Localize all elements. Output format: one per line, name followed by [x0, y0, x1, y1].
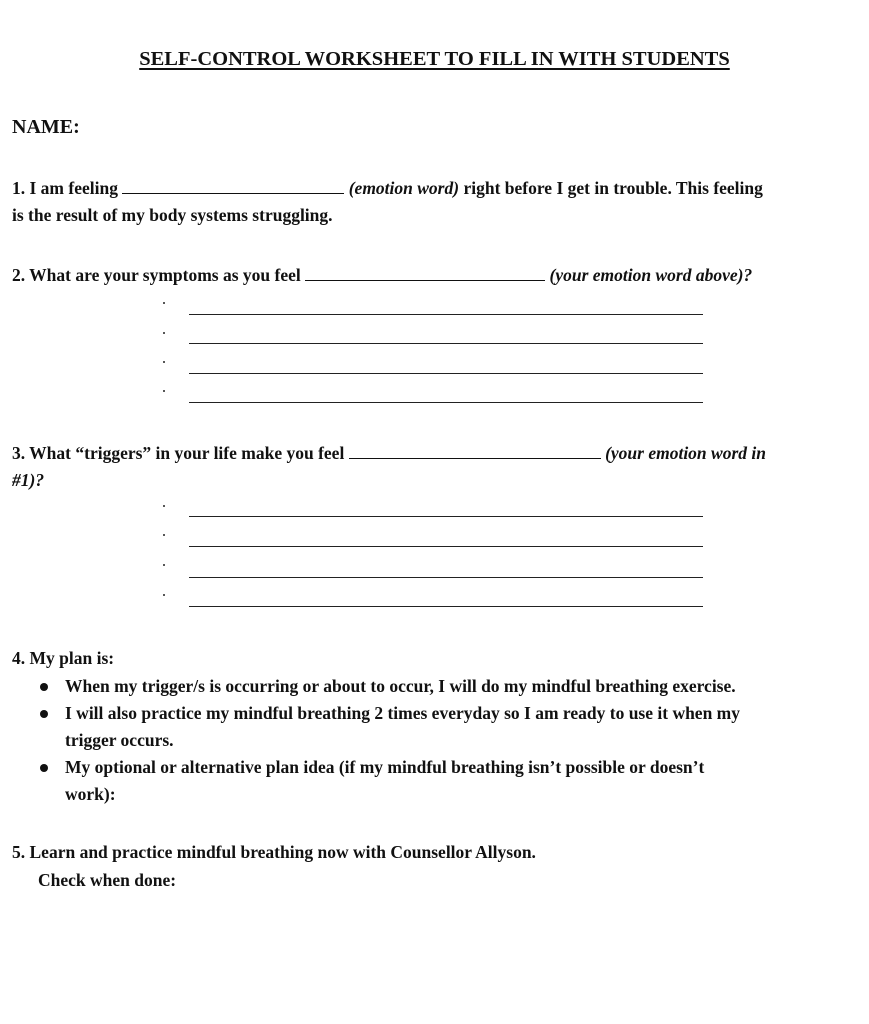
bullet-point-icon [40, 764, 48, 772]
trigger-emotion-blank[interactable] [349, 457, 601, 459]
worksheet-title: SELF-CONTROL WORKSHEET TO FILL IN WITH STUDENTS [139, 48, 730, 70]
symptom-answer-line[interactable] [189, 402, 703, 403]
question-1-prefix: 1. I am feeling [12, 178, 118, 198]
trigger-bullet-dot [163, 564, 165, 566]
trigger-answer-line[interactable] [189, 606, 703, 607]
plan-bullet-3-continued: work): [65, 784, 116, 804]
question-1-hint: (emotion word) [348, 178, 460, 198]
question-2-hint: (your emotion word above)? [549, 265, 753, 285]
symptom-answer-line[interactable] [189, 373, 703, 374]
trigger-bullet-dot [163, 534, 165, 536]
question-3-line-1 [12, 442, 766, 464]
symptom-bullet-dot [163, 332, 165, 334]
trigger-answer-line[interactable] [189, 577, 703, 578]
question-1-line-1 [12, 177, 763, 199]
plan-bullet-2: I will also practice my mindful breathing 2 times everyday so I am ready to use it when my [65, 703, 741, 723]
question-3-hint: (your emotion word in [605, 443, 766, 463]
question-2-line [12, 264, 752, 286]
question-1-suffix: right before I get in trouble. This feeling [463, 178, 763, 198]
plan-bullet-1: When my trigger/s is occurring or about to occur, I will do my mindful breathing exercise. [65, 676, 736, 696]
bullet-point-icon [40, 683, 48, 691]
question-5-line-1: 5. Learn and practice mindful breathing now with Counsellor Allyson. [12, 842, 536, 862]
symptom-bullet-dot [163, 302, 165, 304]
plan-bullet-3: My optional or alternative plan idea (if my mindful breathing isn’t possible or doesn’t [65, 757, 705, 777]
bullet-point-icon [40, 710, 48, 718]
symptom-bullet-dot [163, 390, 165, 392]
symptom-answer-line[interactable] [189, 343, 703, 344]
check-when-done-label: Check when done: [38, 870, 177, 890]
question-1-line-2: is the result of my body systems struggling. [12, 205, 333, 225]
trigger-answer-line[interactable] [189, 546, 703, 547]
trigger-bullet-dot [163, 594, 165, 596]
emotion-word-blank[interactable] [122, 192, 344, 194]
name-label: NAME: [12, 116, 80, 138]
symptom-bullet-dot [163, 361, 165, 363]
symptom-emotion-blank[interactable] [305, 279, 545, 281]
trigger-answer-line[interactable] [189, 516, 703, 517]
symptom-answer-line[interactable] [189, 314, 703, 315]
question-3-prefix: 3. What “triggers” in your life make you feel [12, 443, 345, 463]
question-4-heading: 4. My plan is: [12, 648, 115, 668]
question-2-prefix: 2. What are your symptoms as you feel [12, 265, 301, 285]
trigger-bullet-dot [163, 505, 165, 507]
plan-bullet-2-continued: trigger occurs. [65, 730, 174, 750]
question-3-hint-line-2: #1)? [12, 470, 45, 490]
